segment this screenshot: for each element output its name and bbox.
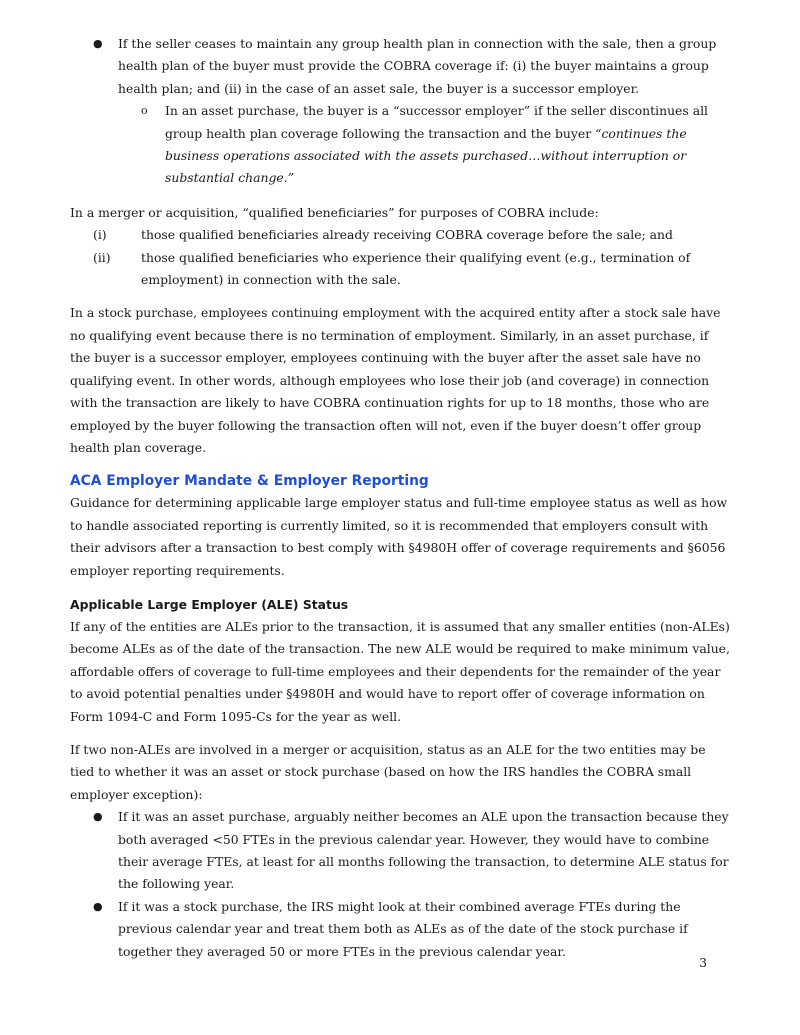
- roman-numeral: (i): [93, 227, 107, 243]
- non-ale-paragraph: If two non-ALEs are involved in a merger or acquisition, status as an ALE for the two entities may be tied to whether it was an asset or stock purchase (based on how the IRS handles the COBRA small employer exception):: [70, 741, 706, 802]
- subheading-ale-status: Applicable Large Employer (ALE) Status: [70, 596, 349, 612]
- roman-list-item: [70, 247, 732, 292]
- bullet-item: [70, 896, 732, 963]
- sub-bullet-plain: In an asset purchase, the buyer is a “successor employer” if the seller discontinues all group health plan coverage following the transaction and the buyer: [165, 103, 709, 141]
- page-content: [70, 33, 732, 963]
- guidance-paragraph: Guidance for determining applicable large employer status and full-time employee status as well as how to handle associated reporting is currently limited, so it is recommended that employers consult with their advisors after a transaction to best comply with §4980H offer of coverage requirements and §6056 employer reporting requirements.: [70, 495, 728, 578]
- page-number: 3: [699, 955, 707, 970]
- bullet-glyph: ●: [93, 899, 103, 913]
- section-heading-aca: ACA Employer Mandate & Employer Reporting: [70, 473, 429, 490]
- merger-intro-paragraph: In a merger or acquisition, “qualified beneficiaries” for purposes of COBRA include:: [70, 204, 599, 220]
- bullet-text: If it was a stock purchase, the IRS might look at their combined average FTEs during the previous calendar year and treat them both as ALEs as of the date of the stock purchase if together they averaged 50 or more FTEs in the previous calendar year.: [118, 898, 688, 959]
- bullet-text: If the seller ceases to maintain any group health plan in connection with the sale, then a group health plan of the buyer must provide the COBRA coverage if: (i) the buyer maintains a group health plan; and (ii) in the case of an asset sale, the buyer is a successor employer.: [118, 36, 717, 96]
- sub-bullet-glyph: o: [141, 104, 148, 118]
- bullet-glyph: ●: [93, 810, 103, 824]
- ale-paragraph: If any of the entities are ALEs prior to the transaction, it is assumed that any smaller entities (non-ALEs) become ALEs as of the date of the transaction. The new ALE would be required to make minimum value, affordable offers of coverage to full-time employees and their dependents for the remainder of the year to avoid potential penalties under §4980H and would have to report offer of coverage information on Form 1094-C and Form 1095-Cs for the year as well.: [70, 618, 730, 724]
- roman-numeral: (ii): [93, 249, 111, 265]
- sub-bullet-item: [70, 100, 732, 190]
- sub-bullet-text: [165, 100, 732, 190]
- bullet-glyph: ●: [93, 37, 103, 50]
- bullet-item: [70, 806, 732, 896]
- roman-list-item: [70, 224, 732, 246]
- stock-purchase-paragraph: In a stock purchase, employees continuing employment with the acquired entity after a stock sale have no qualifying event because there is no termination of employment. Similarly, in an asset purchase, if the buyer is a successor employer, employees continuing with the buyer after the asset sale have no qualifying event. In other words, although employees who lose their job (and coverage) in connection with the transaction are likely to have COBRA continuation rights for up to 18 months, those who are employed by the buyer following the transaction often will not, even if the buyer doesn’t offer group health plan coverage.: [70, 305, 721, 455]
- bullet-text: If it was an asset purchase, arguably neither becomes an ALE upon the transaction because they both averaged <50 FTEs in the previous calendar year. However, they would have to combine their average FTEs, at least for all months following the transaction, to determine ALE status for the following year.: [118, 809, 729, 892]
- roman-list-text: those qualified beneficiaries who experience their qualifying event (e.g., termination of employment) in connection with the sale.: [141, 249, 691, 288]
- roman-list-text: those qualified beneficiaries already receiving COBRA coverage before the sale; and: [141, 227, 673, 243]
- bullet-item: [70, 33, 732, 100]
- sub-bullet-quote: “continues the business operations associated with the assets purchased…without interruption or substantial change.”: [165, 125, 687, 186]
